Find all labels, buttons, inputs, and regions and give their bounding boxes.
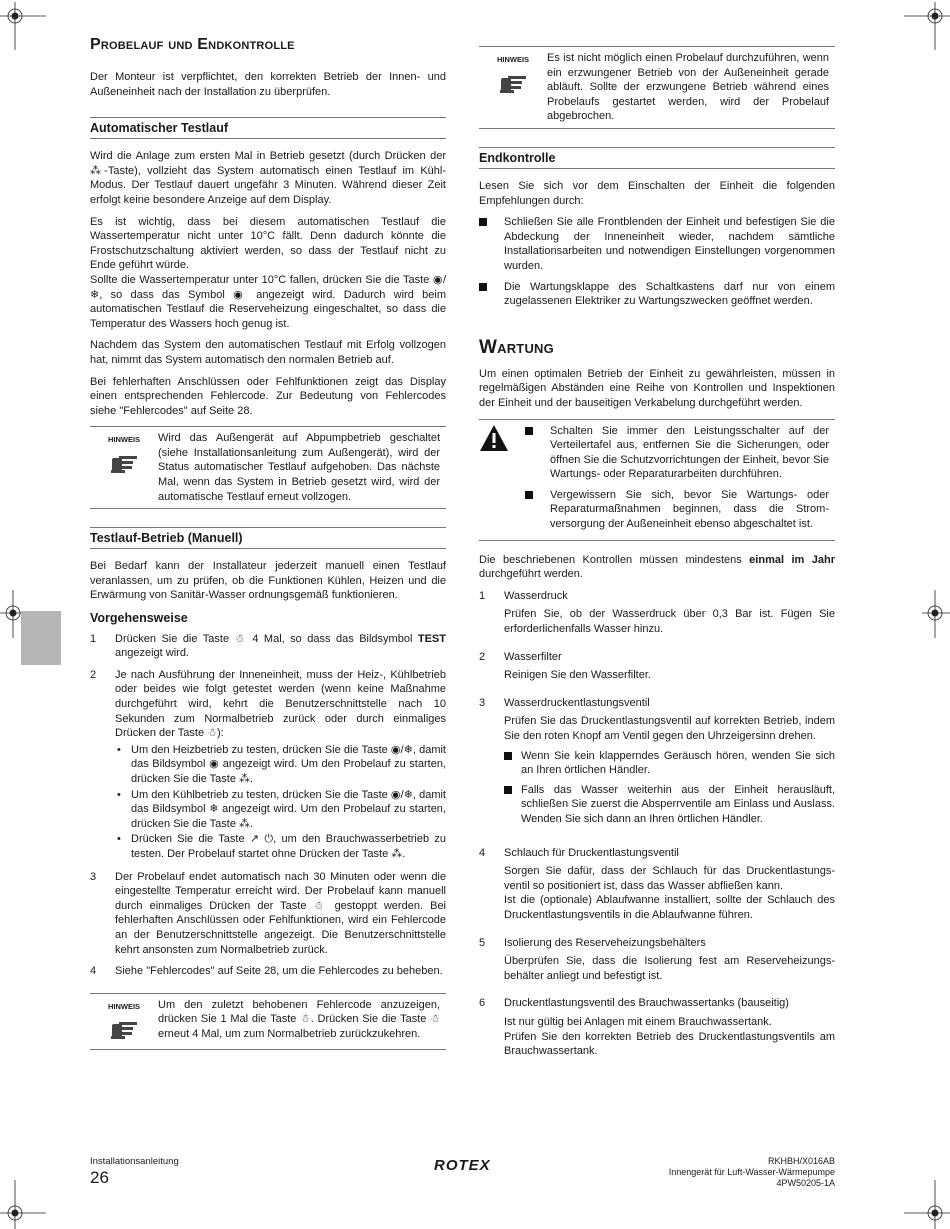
footer-right — [669, 1156, 835, 1189]
checks-intro: Die beschriebenen Kontrollen müssen mindestens einmal im Jahr durchgeführt werden. — [479, 553, 835, 581]
model-number: RKHBH/X016AB — [767, 1156, 835, 1166]
warning-triangle-icon — [479, 424, 509, 452]
list-item: 6 Druckentlastungsventil des Brauchwassertanks (bauseitig) Ist nur gültig bei Anlagen mit einem Brauchwassertank. Prüfen Sie den korrekten Betrieb des Druckentlastungsventils am Brauchwassertank. — [479, 997, 835, 1058]
note-text: Es ist nicht möglich einen Probelauf durchzuführen, wenn ein erzwungener Betrieb von der Außeneinheit gerade abläuft. Sollte der erzwungene Betrieb während eines Probelaufs gestartet werden, wird der Probelauf abgebrochen. — [547, 52, 829, 123]
note-box-3 — [479, 46, 835, 129]
note-text: Wird das Außengerät auf Abpumpbetrieb geschaltet (siehe Installationsanleitung zum Außengerät), wird der Status automatischer Testlauf aufgehoben. Das nächste Mal, wenn das System in Betrieb gesetzt wird, wird der automatische Testlauf erneut vollzogen. — [158, 432, 440, 503]
left-column — [90, 34, 446, 1060]
auto-paragraph-2: Es ist wichtig, dass bei diesem automatischen Testlauf die Wassertemperatur nicht unter 10°C fällt. Denn dadurch könnte die Frostschutzschaltung aktiviert werden, so dass der Testlauf nicht zu Ende geführt würde. — [90, 215, 446, 272]
pointing-hand-icon — [109, 452, 139, 474]
list-item: 4 Schlauch für Druckentlastungsventil Sorgen Sie dafür, dass der Schlauch für das Druckentlastungs-ventil so positioniert ist, dass das Wasser abfließen kann. Ist die (optionale) Ablaufwanne installiert, sollte der Schlauch des Druckentlastungsventils in die Ablaufwanne führen. — [479, 846, 835, 921]
page-title: Probelauf und Endkontrolle — [90, 36, 295, 53]
list-item: Wenn Sie kein klapperndes Geräusch hören, wenden Sie sich an Ihren örtlichen Händler. — [504, 749, 835, 778]
final-check-intro: Lesen Sie sich vor dem Einschalten der Einheit die folgenden Empfehlungen durch: — [479, 179, 835, 207]
step2-bullets — [115, 743, 446, 862]
list-item: Falls das Wasser weiterhin aus der Einheit herausläuft, schließen Sie zuerst die Absperrventile am Einlass und Auslass. Wenden Sie sich dann an Ihren örtlichen Händler. — [504, 783, 835, 827]
note-label: HINWEIS — [107, 435, 141, 445]
checks-list — [479, 589, 835, 1059]
list-item: 5 Isolierung des Reserveheizungsbehälters Überprüfen Sie, dass die Isolierung fest am Reserveheizungs-behälter anliegt und befestigt ist. — [479, 936, 835, 982]
brand-logo: ROTEX — [434, 1157, 491, 1174]
manual-paragraph: Bei Bedarf kann der Installateur jederzeit manuell einen Testlauf veranlassen, um zu prüfen, ob die Funktionen Kühlen, Heizen und die Erwärmung von Sanitär-Wasser ordnungsgemäß funktionieren. — [90, 560, 446, 602]
maintenance-intro: Um einen optimalen Betrieb der Einheit zu gewährleisten, müssen in regelmäßigen Abständen eine Reihe von Kontrollen und Inspektionen der Einheit und der bauseitigen Verkabelung durchgeführt werden. — [479, 367, 835, 409]
pointing-hand-icon — [498, 72, 528, 94]
auto-paragraph-5: Bei fehlerhaften Anschlüssen oder Fehlfunktionen zeigt das Display einen entsprechenden Fehlercode. Zur Bedeutung von Fehlercodes siehe "Fehlercodes" auf Seite 28. — [90, 375, 446, 417]
right-column — [479, 46, 835, 1066]
registration-mark-bottom-left — [0, 1180, 48, 1229]
list-item: 2 Wasserfilter Reinigen Sie den Wasserfilter. — [479, 650, 651, 682]
product-name: Innengerät für Luft-Wasser-Wärmepumpe — [668, 1167, 835, 1177]
doc-type: Installationsanleitung — [90, 1156, 179, 1167]
document-code: 4PW50205-1A — [776, 1178, 835, 1188]
auto-paragraph-4: Nachdem das System den automatischen Testlauf mit Erfolg vollzogen hat, nimmt das System automatisch den normalen Betrieb auf. — [90, 339, 446, 366]
procedure-heading: Vorgehensweise — [90, 611, 188, 626]
note-text: Um den zuletzt behobenen Fehlercode anzuzeigen, drücken Sie 1 Mal die Taste ☃. Drücken Sie die Taste ☃ erneut 4 Mal, um zum Normalbetrieb zurückzukehren. — [158, 998, 440, 1040]
note-label: HINWEIS — [496, 55, 530, 64]
list-item: 4 Siehe "Fehlercodes" auf Seite 28, um die Fehlercodes zu beheben. — [90, 965, 443, 978]
note-label: HINWEIS — [107, 1001, 141, 1011]
list-item: 2 Je nach Ausführung der Inneneinheit, muss der Heiz-, Kühlbetrieb oder beides wie folgt getestet werden (wenn keine Maßnahme durchgeführt wird, kehrt die Benutzerschnittstelle nach 10 Sekunden zum Normalbetrieb zurück oder durch einmaliges Drücken der Taste ☃): • Um den Heizbetrieb zu testen, drücken Sie die Taste ◉/❄, damit das Bildsymbol ◉ angezeigt wird. Um den Probelauf zu starten, drücken Sie die Taste ⁂. • Um den Kühlbetrieb zu testen, drücken Sie die Taste ◉/❄, damit das Bildsymbol ❄ angezeigt wird. Um den Probelauf zu starten, drücken Sie die Taste ⁂. • Drücken Sie die Taste ↗ ⏻, um den Brauchwasserbetrieb zu testen. Der Probelauf startet ohne Drücken der Taste ⁂. — [90, 668, 446, 860]
page-number: 26 — [90, 1168, 109, 1187]
list-item: Schließen Sie alle Frontblenden der Einheit und befestigen Sie die Abdeckung der Inneneinheit wieder, nachdem sämtliche Installationsarbeiten und notwendigen Einstellungen vorgenommen wurden. — [479, 215, 835, 273]
registration-mark-bottom-right — [902, 1180, 950, 1229]
registration-mark-mid-right — [920, 590, 950, 638]
list-item: 3 Der Probelauf endet automatisch nach 30 Minuten oder wenn die eingestellte Temperatur erreicht wird. Der Probelauf kann manuell durch einmaliges Drücken der Taste ☃ gestoppt werden. Bei fehlerhaften Anschlüssen oder Fehlfunktionen, wird ein Fehlercode an der Benutzerschnittstelle angezeigt. Die Benutzerschnittstelle kehrt ansonsten zum Normalbetrieb zurück. — [90, 870, 446, 956]
registration-mark-top-left — [0, 0, 48, 52]
auto-paragraph-3: Sollte die Wassertemperatur unter 10°C fallen, drücken Sie die Taste ◉/❄, so dass das Symbol ◉ angezeigt wird. Dadurch wird beim automatischen Testlauf die Reserveheizung eingeschaltet, so dass die Temperatur des Wassers hoch genug ist. — [90, 273, 446, 330]
chapter-tab — [21, 611, 61, 665]
list-item: Schalten Sie immer den Leistungsschalter auf der Verteilertafel aus, entfernen Sie die Sicherungen, oder öffnen Sie die Schutzvorrichtungen der Einheit, bevor Sie Wartungs- oder Reparaturarbeiten durchführen. — [525, 424, 829, 482]
list-item: • Drücken Sie die Taste ↗ ⏻, um den Brauchwasserbetrieb zu testen. Der Probelauf startet ohne Drücken der Taste ⁂. — [117, 833, 446, 860]
list-item: Vergewissern Sie sich, bevor Sie Wartungs- oder Reparaturmaßnahmen beginnen, dass die Strom-versorgung der Außeneinheit ebenso abgeschaltet ist. — [525, 488, 829, 532]
section-heading-final-check: Endkontrolle — [479, 147, 835, 169]
section-heading-manual-test: Testlauf-Betrieb (Manuell) — [90, 527, 446, 549]
note-box-1 — [90, 426, 446, 509]
footer-left — [90, 1156, 179, 1188]
pointing-hand-icon — [109, 1018, 139, 1040]
registration-mark-top-right — [902, 0, 950, 52]
procedure-list — [90, 632, 446, 979]
list-item: Die Wartungsklappe des Schaltkastens darf nur von einem zugelassenen Elektriker zu Wartungszwecken geöffnet werden. — [479, 280, 835, 309]
list-item: 1 Wasserdruck Prüfen Sie, ob der Wasserdruck über 0,3 Bar ist. Fügen Sie erforderlichenfalls Wasser hinzu. — [479, 589, 835, 636]
maintenance-title: Wartung — [479, 336, 554, 358]
section-heading-auto-test: Automatischer Testlauf — [90, 117, 446, 139]
note-box-2 — [90, 993, 446, 1050]
auto-paragraph-1: Wird die Anlage zum ersten Mal in Betrieb gesetzt (durch Drücken der ⁂-Taste), vollzieht das System automatisch einen Testlauf im Kühl-Modus. Der Testlauf dauert ungefähr 3 Minuten. Während dieser Zeit erfolgt keine besondere Anzeige auf dem Display. — [90, 150, 446, 206]
warning-box — [479, 419, 835, 541]
list-item: • Um den Kühlbetrieb zu testen, drücken Sie die Taste ◉/❄, damit das Bildsymbol ❄ angezeigt wird. Um den Probelauf zu starten, drücken Sie die Taste ⁂. — [117, 788, 446, 830]
list-item: 1 Drücken Sie die Taste ☃ 4 Mal, so dass das Bildsymbol TEST angezeigt wird. — [90, 632, 446, 660]
intro-paragraph: Der Monteur ist verpflichtet, den korrekten Betrieb der Innen- und Außeneinheit nach der Installation zu überprüfen. — [90, 71, 446, 98]
list-item: 3 Wasserdruckentlastungsventil Prüfen Sie das Druckentlastungsventil auf korrekten Betrieb, indem Sie den roten Knopf am Ventil gegen den Uhrzeigersinn drehen. Wenn Sie kein klapperndes Geräusch hören, wenden Sie sich an Ihren örtlichen Händler. Falls das Wasser weiterhin aus der Einheit herausläuft, schließen Sie zuerst die Absperrventile am Einlass und Auslass. Wenden Sie sich dann an Ihren örtlichen Händler. — [479, 696, 835, 825]
list-item: • Um den Heizbetrieb zu testen, drücken Sie die Taste ◉/❄, damit das Bildsymbol ◉ angezeigt wird. Um den Probelauf zu starten, drücken Sie die Taste ⁂. — [117, 743, 446, 785]
